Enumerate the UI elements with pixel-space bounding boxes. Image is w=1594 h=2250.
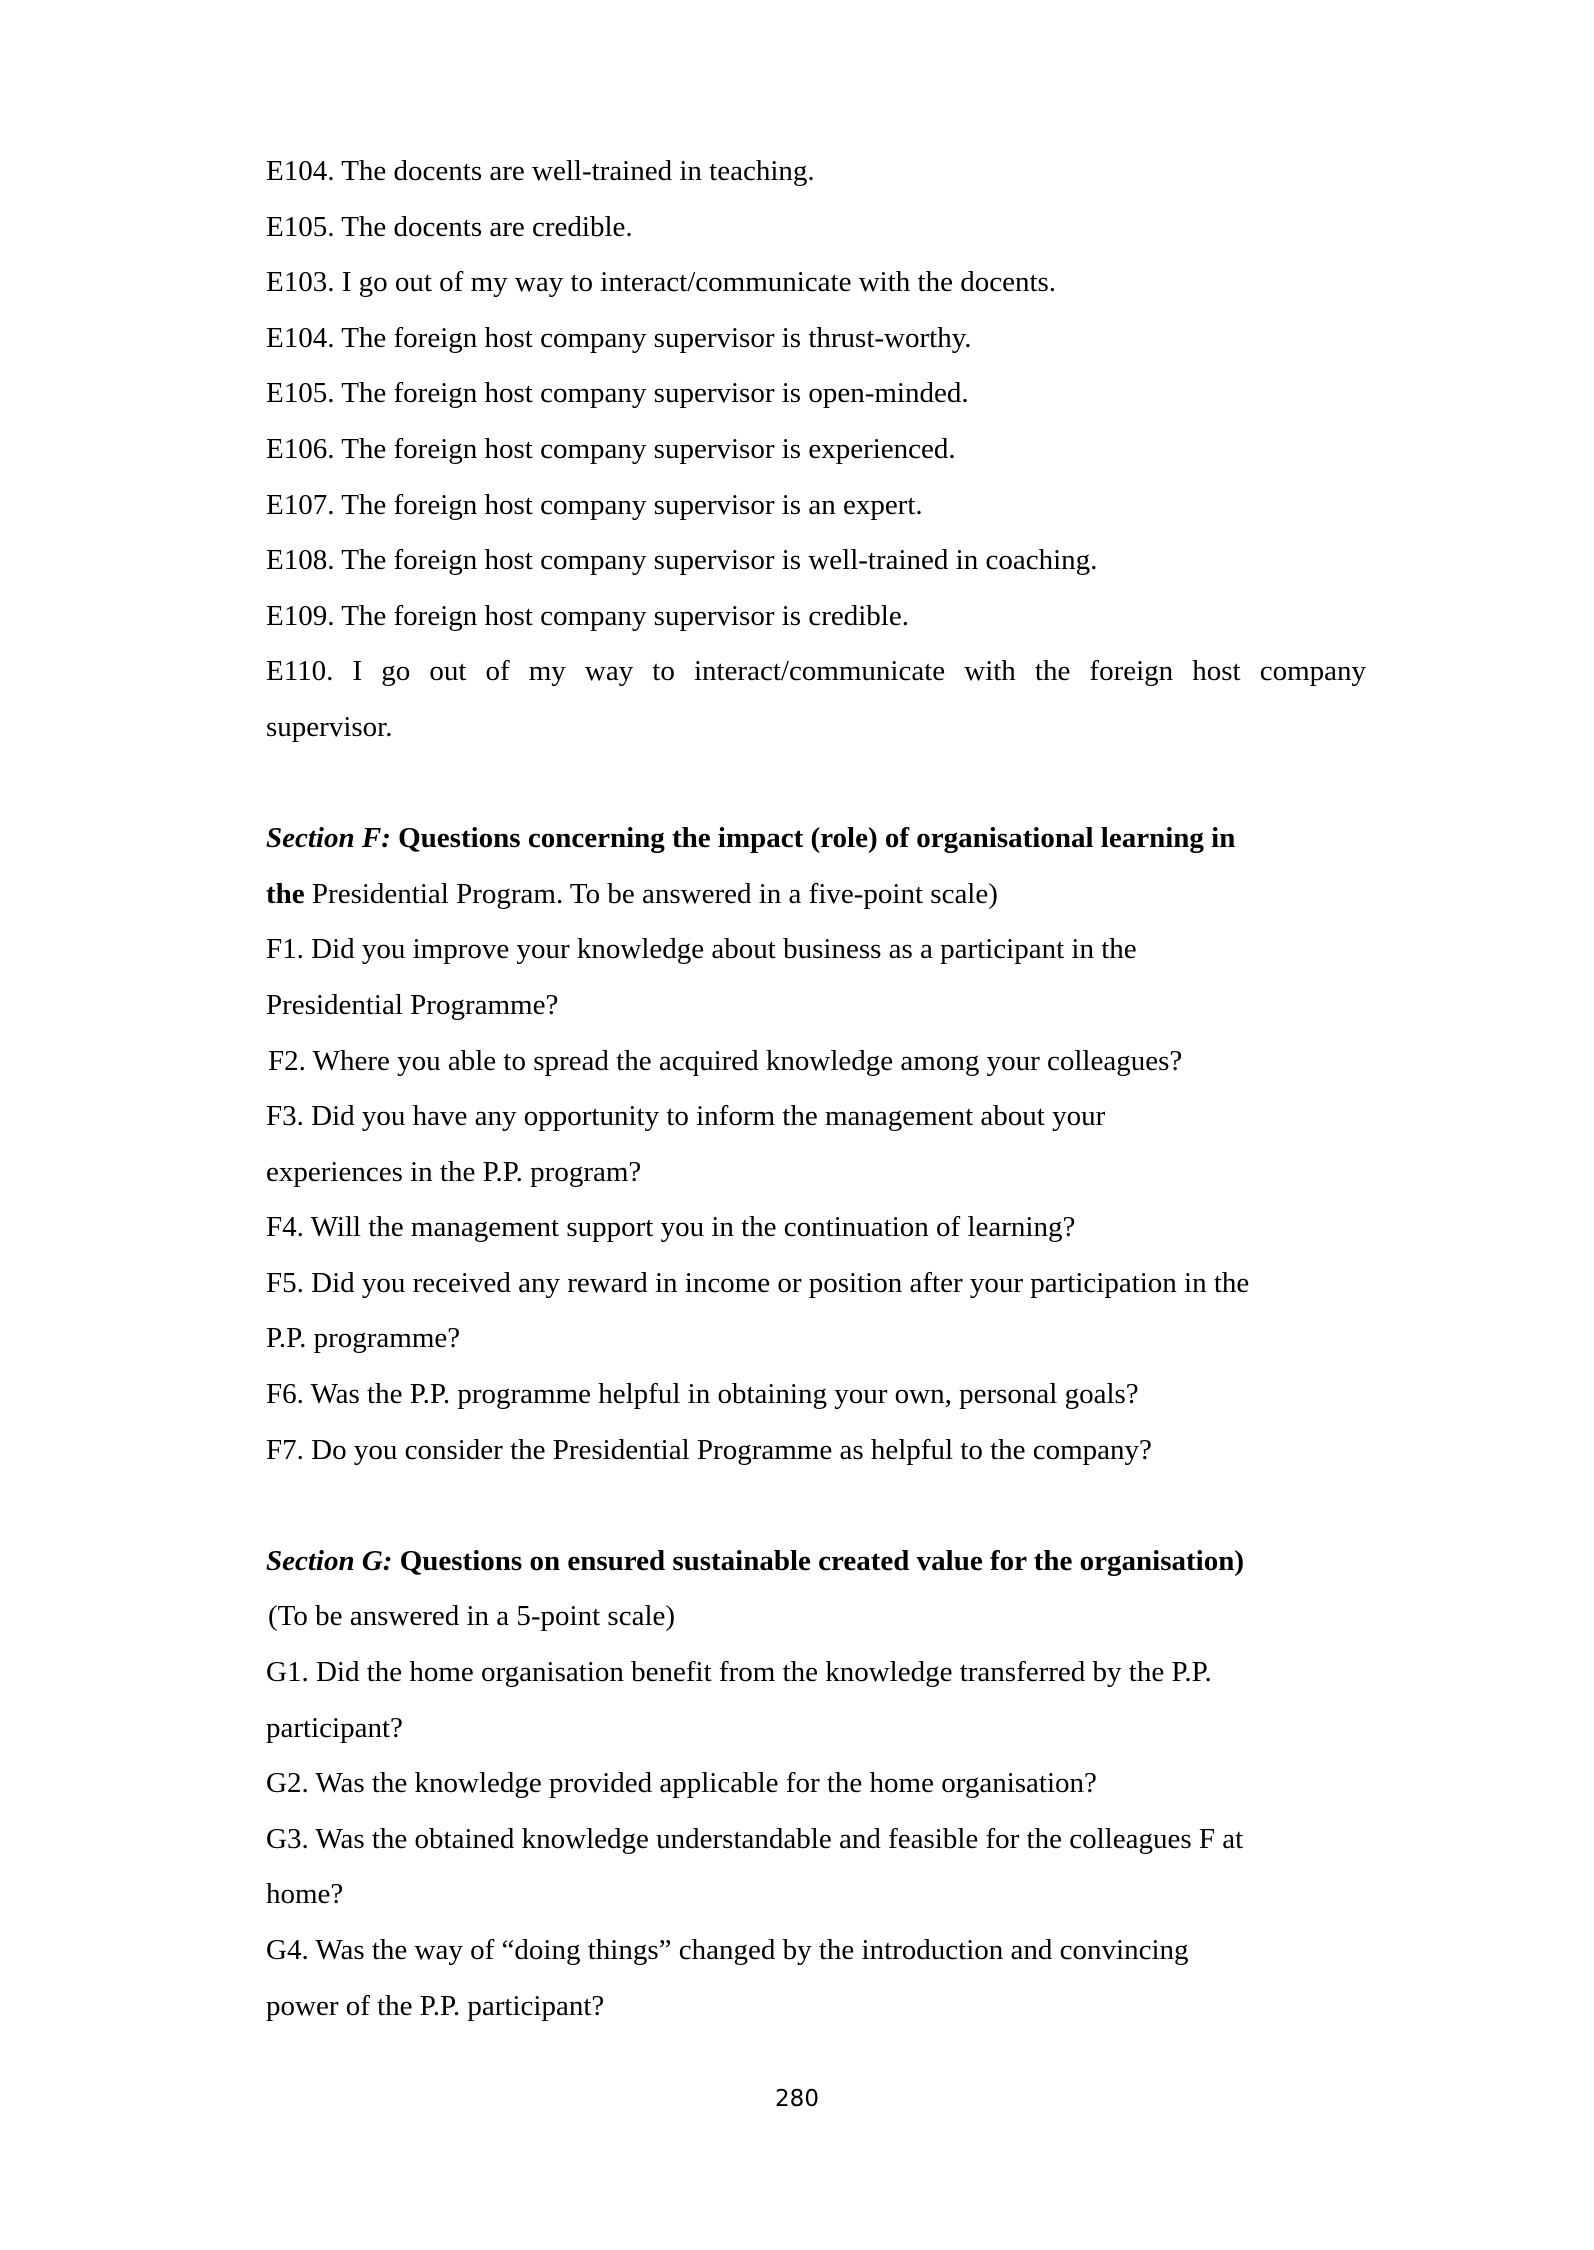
question-g4-line-2: power of the P.P. participant? [266, 1989, 605, 2022]
question-f2: F2. Where you able to spread the acquired knowledge among your colleagues? [268, 1044, 1183, 1077]
section-f-title-part-1: Questions concerning the impact (role) of organisational learning in [390, 822, 1236, 855]
question-e105-docents: E105. The docents are credible. [266, 210, 633, 243]
section-g-heading [266, 1534, 1366, 1590]
page-number: 280 [775, 2086, 819, 2112]
question-f4: F4. Will the management support you in the continuation of learning? [266, 1211, 1076, 1244]
question-g3-line-2: home? [266, 1878, 344, 1911]
question-e104-supervisor: E104. The foreign host company supervisor is thrust-worthy. [266, 321, 972, 354]
question-e108: E108. The foreign host company supervisor is well-trained in coaching. [266, 544, 1098, 577]
paragraph-gap [266, 1478, 1366, 1534]
question-f5-line-1: F5. Did you received any reward in income or position after your participation in the [266, 1266, 1250, 1299]
question-g4-line-1: G4. Was the way of “doing things” changed by the introduction and convincing [266, 1934, 1189, 1966]
section-f-heading [266, 811, 1366, 867]
section-f-label: Section F: [266, 822, 391, 855]
question-e110-line-1: E110. I go out of my way to interact/communicate with the foreign host company [266, 655, 1366, 688]
question-e105-supervisor: E105. The foreign host company supervisor is open-minded. [266, 377, 969, 410]
question-g1-line-2: participant? [266, 1711, 403, 1744]
question-e110-line-2: supervisor. [266, 710, 393, 743]
section-f-title-rest: Presidential Program. To be answered in a five-point scale) [304, 877, 998, 910]
section-g-subtitle: (To be answered in a 5-point scale) [268, 1600, 676, 1633]
question-e107: E107. The foreign host company supervisor is an expert. [266, 488, 923, 521]
section-g-label: Section G: [266, 1544, 393, 1577]
section-f-title-part-2: the [266, 877, 305, 910]
section-f-heading-cont [266, 867, 1366, 923]
question-f6: F6. Was the P.P. programme helpful in obtaining your own, personal goals? [266, 1378, 1139, 1411]
question-g1-line-1: G1. Did the home organisation benefit from the knowledge transferred by the P.P. [266, 1656, 1212, 1689]
question-g3-line-1: G3. Was the obtained knowledge understandable and feasible for the colleagues F at [266, 1822, 1244, 1855]
section-f [266, 811, 1366, 1478]
page-body [266, 144, 1366, 2034]
section-g-title: Questions on ensured sustainable created value for the organisation) [392, 1544, 1244, 1577]
question-f5-line-2: P.P. programme? [266, 1322, 461, 1355]
question-e109: E109. The foreign host company supervisor is credible. [266, 599, 909, 632]
question-f3-line-2: experiences in the P.P. program? [266, 1155, 642, 1188]
question-g2: G2. Was the knowledge provided applicable for the home organisation? [266, 1767, 1097, 1800]
section-e-items [266, 144, 1366, 756]
question-f1-line-2: Presidential Programme? [266, 988, 559, 1021]
question-f1-line-1: F1. Did you improve your knowledge about business as a participant in the [266, 933, 1137, 966]
question-e103-docents: E103. I go out of my way to interact/communicate with the docents. [266, 266, 1057, 299]
question-e104-docents: E104. The docents are well-trained in teaching. [266, 155, 815, 187]
question-e106: E106. The foreign host company supervisor is experienced. [266, 432, 956, 465]
question-f7: F7. Do you consider the Presidential Programme as helpful to the company? [266, 1433, 1152, 1466]
paragraph-gap [266, 756, 1366, 812]
question-f3-line-1: F3. Did you have any opportunity to inform the management about your [266, 1100, 1106, 1133]
section-g [266, 1534, 1366, 2034]
